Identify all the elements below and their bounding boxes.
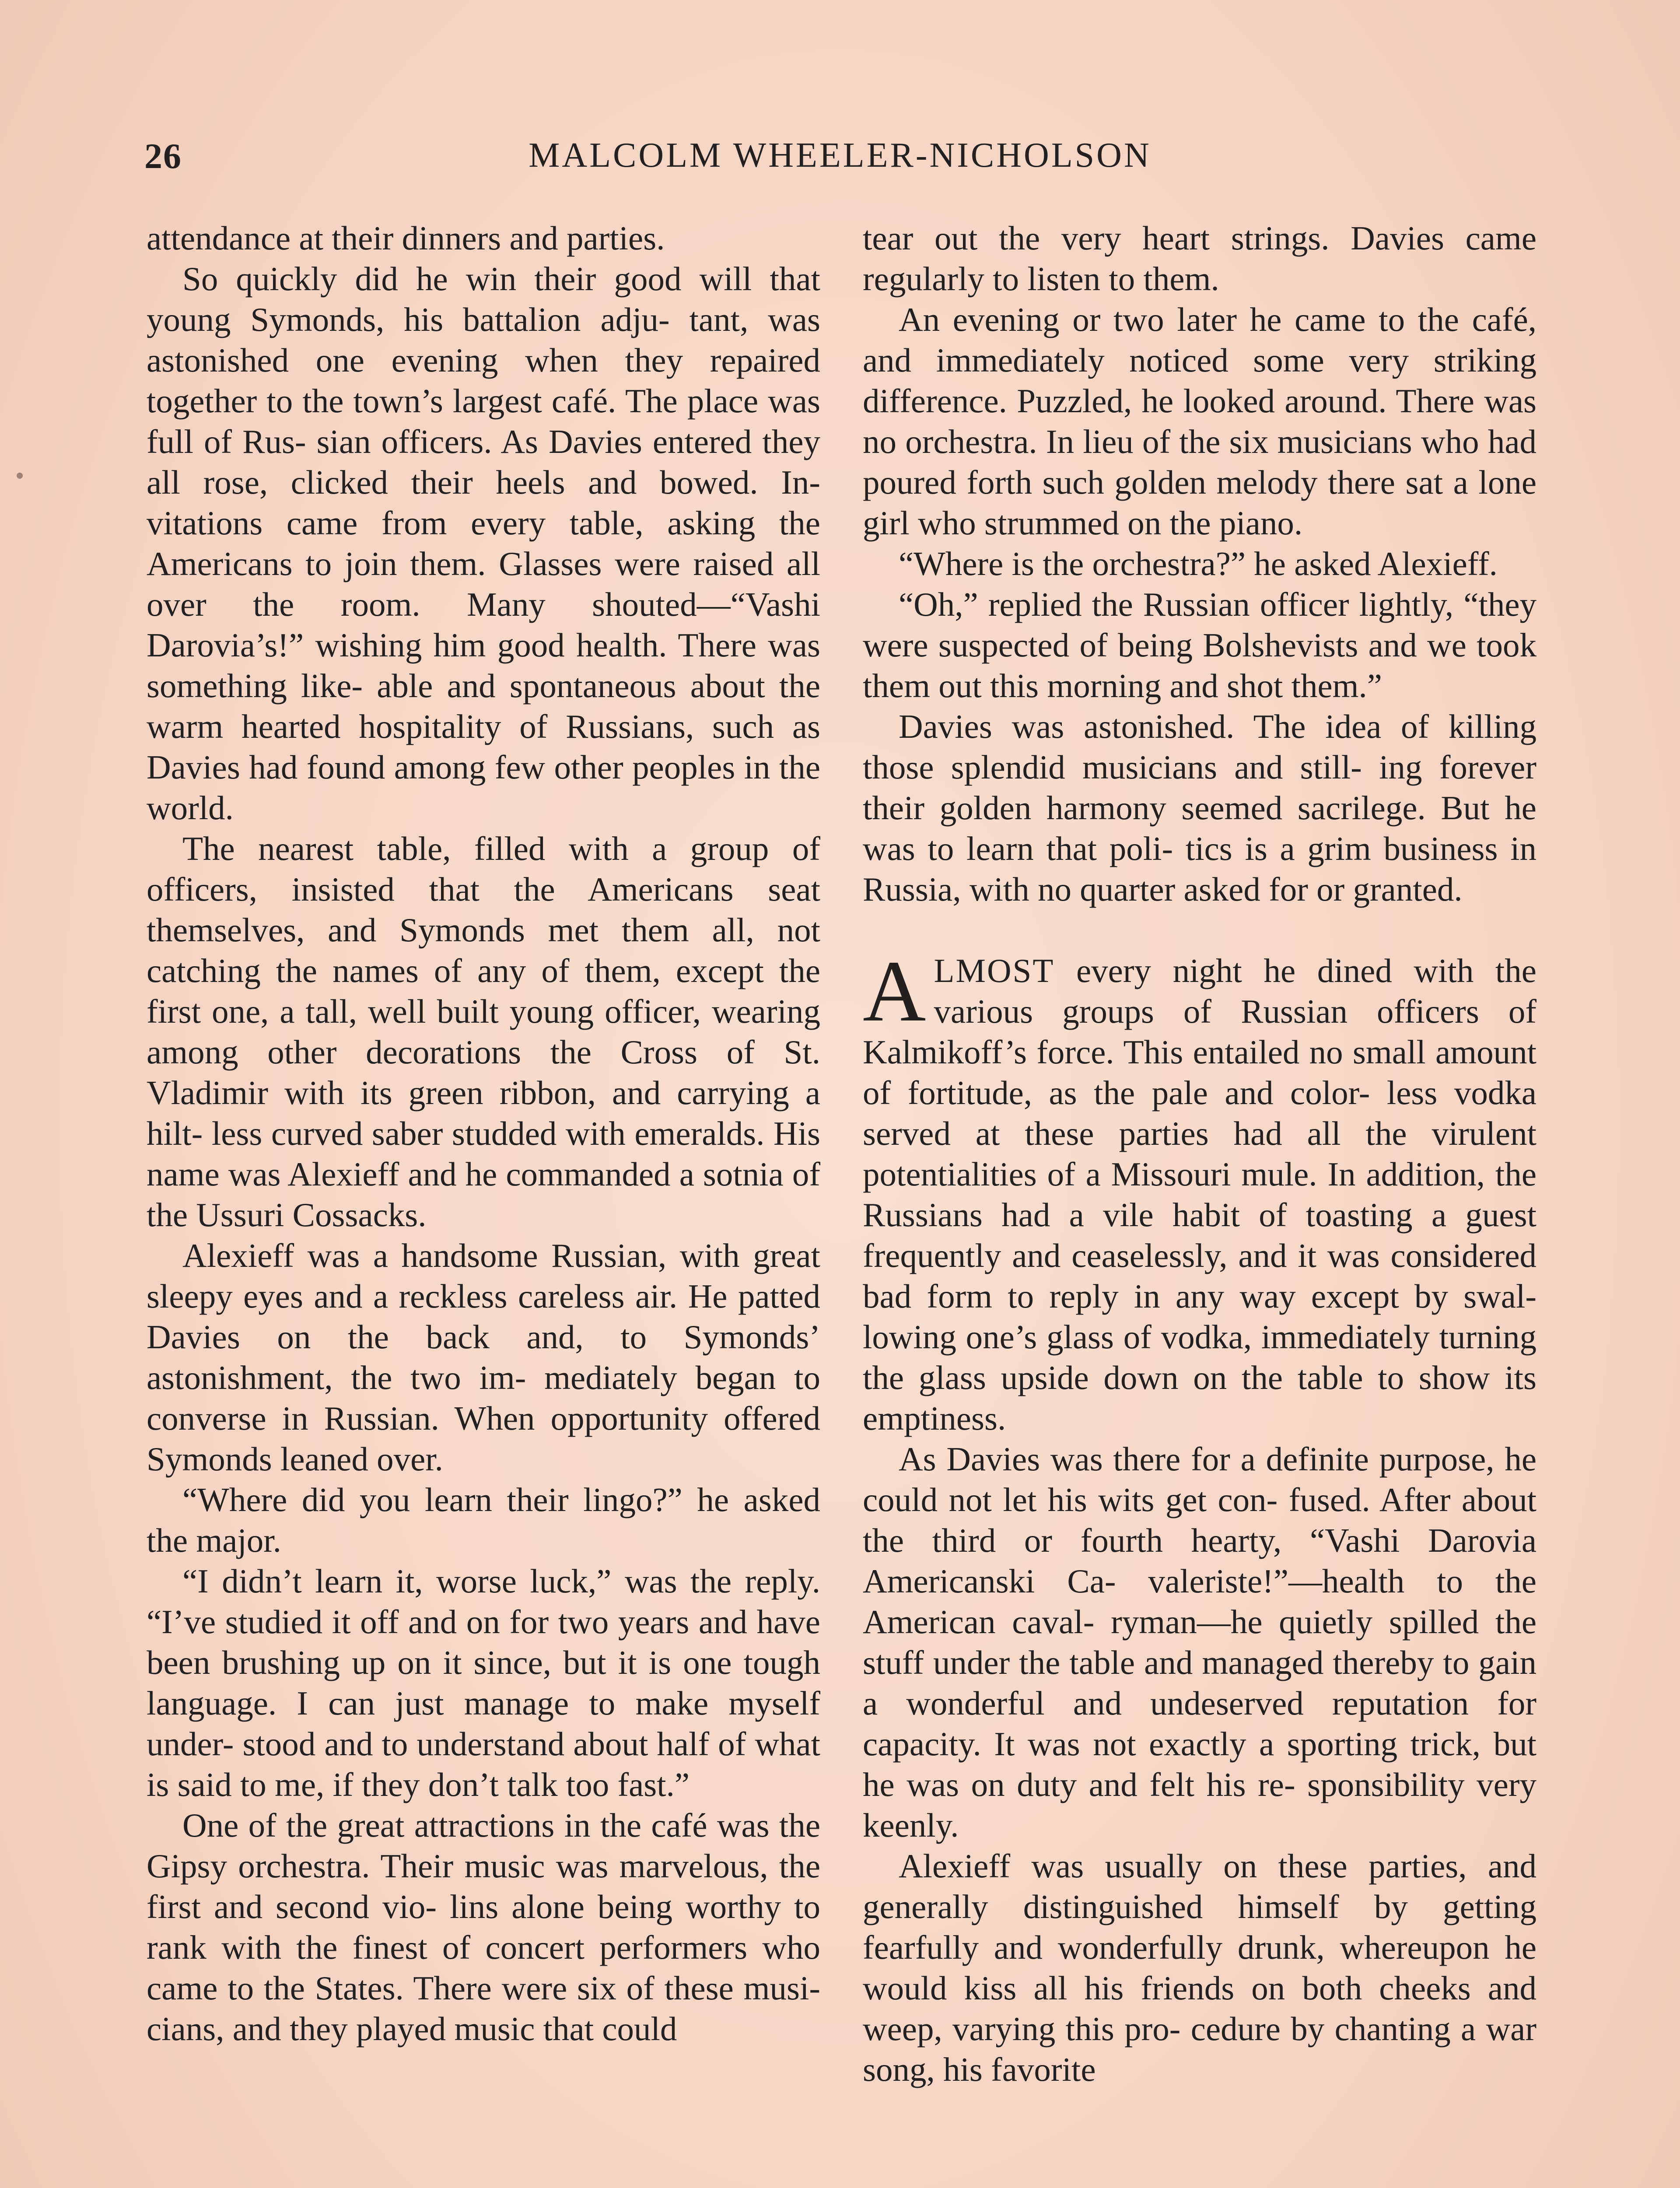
left-column: [147, 218, 820, 2049]
paragraph: “Where did you learn their lingo?” he asked the major.: [147, 1481, 820, 1559]
paragraph: tear out the very heart strings. Davies came regularly to listen to them.: [863, 219, 1536, 298]
paragraph: Alexieff was a handsome Russian, with great sleepy eyes and a reckless careless air. He patted Davies on the back and, to Symonds’ astonishment, the two im- mediately began to converse in Russian. When opportunity offered Symonds leaned over.: [147, 1237, 820, 1478]
paragraph: So quickly did he win their good will that young Symonds, his battalion adju- tant, was astonished one evening when they repaired together to the town’s largest café. The place was full of Rus- sian officers. As Davies entered they all rose, clicked their heels and bowed. In- vitations came from every table, asking the Americans to join them. Glasses were raised all over the room. Many shouted—“Vashi Darovia’s!” wishing him good health. There was something like- able and spontaneous about the warm hearted hospitality of Russians, such as Davies had found among few other peoples in the world.: [147, 260, 820, 827]
lead-in-caps: LMOST: [934, 952, 1055, 989]
paragraph: One of the great attractions in the café was the Gipsy orchestra. Their music was marvelous, the first and second vio- lins alone being worthy to rank with the finest of concert performers who came to the States. There were six of these musi- cians, and they played music that could: [147, 1806, 820, 2048]
paper-blemish: [17, 473, 23, 479]
paragraph: As Davies was there for a definite purpose, he could not let his wits get con- fused. After about the third or fourth hearty, “Vashi Darovia Americanski Ca- valeriste!”—health to the American caval- ryman—he quietly spilled the stuff under the table and managed thereby to gain a wonderful and undeserved reputation for capacity. It was not exactly a sporting trick, but he was on duty and felt his re- sponsibility very keenly.: [863, 1440, 1536, 1844]
paragraph: Davies was astonished. The idea of killing those splendid musicians and still- ing forever their golden harmony seemed sacrilege. But he was to learn that poli- tics is a grim business in Russia, with no quarter asked for or granted.: [863, 708, 1536, 908]
running-head: MALCOLM WHEELER-NICHOLSON: [528, 136, 1152, 175]
paragraph: Alexieff was usually on these parties, and generally distinguished himself by getting fearfully and wonderfully drunk, whereupon he would kiss all his friends on both cheeks and weep, varying this pro- cedure by chanting a war song, his favorite: [863, 1847, 1536, 2088]
paragraph: “I didn’t learn it, worse luck,” was the reply. “I’ve studied it off and on for two years and have been brushing up on it since, but it is one tough language. I can just manage to make myself under- stood and to understand about half of what is said to me, if they don’t talk too fast.”: [147, 1562, 820, 1803]
section-opening-paragraph: [863, 943, 1536, 1439]
drop-cap: A: [863, 943, 926, 1040]
paragraph: An evening or two later he came to the café, and immediately noticed some very striking difference. Puzzled, he looked around. There was no orchestra. In lieu of the six musicians who had poured forth such golden melody there sat a lone girl who strummed on the piano.: [863, 301, 1536, 542]
section-text: every night he dined with the various groups of Russian officers of Kalmikoff’s force. This entailed no small amount of fortitude, as the pale and color- less vodka served at these parties had all the virulent potentialities of a Missouri mule. In addition, the Russians had a vile habit of toasting a guest frequently and ceaselessly, and it was considered bad form to reply in any way except by swal- lowing one’s glass of vodka, immediately turning the glass upside down on the table to show its emptiness.: [863, 952, 1536, 1437]
paragraph: “Where is the orchestra?” he asked Alexieff.: [899, 545, 1498, 582]
page-header: [0, 136, 1680, 179]
paragraph: attendance at their dinners and parties.: [147, 219, 665, 257]
paragraph: The nearest table, filled with a group of officers, insisted that the Americans seat themselves, and Symonds met them all, not catching the names of any of them, except the first one, a tall, well built young officer, wearing among other decorations the Cross of St. Vladimir with its green ribbon, and carrying a hilt- less curved saber studded with emeralds. His name was Alexieff and he commanded a sotnia of the Ussuri Cossacks.: [147, 830, 820, 1234]
right-column: [863, 218, 1536, 2090]
page-number: 26: [144, 136, 182, 176]
paragraph: “Oh,” replied the Russian officer lightly, “they were suspected of being Bolshevists and we took them out this morning and shot them.”: [863, 586, 1536, 705]
